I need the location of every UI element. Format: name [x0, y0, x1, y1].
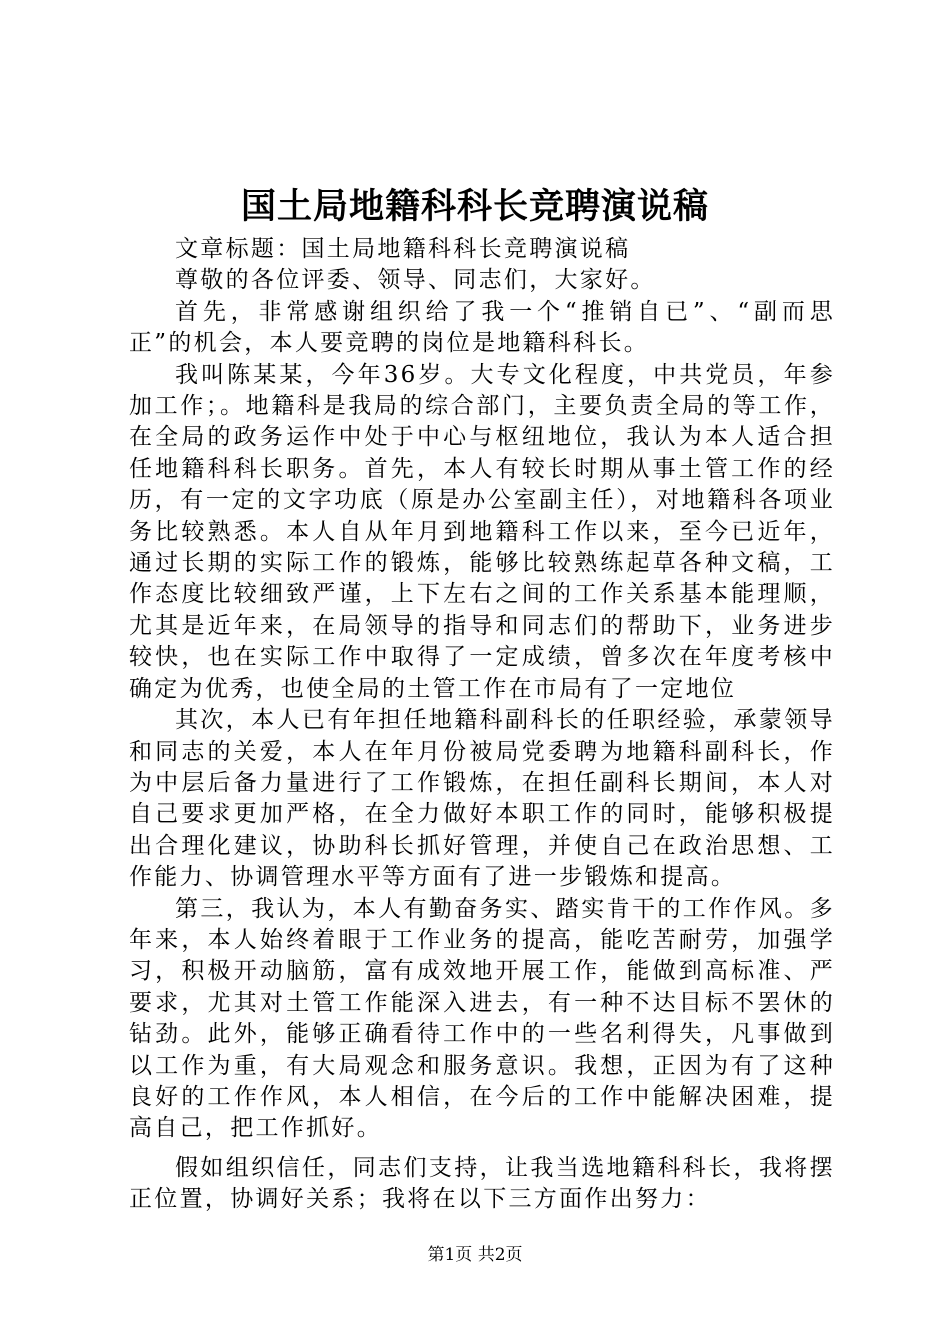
document-body — [129, 234, 835, 1216]
paragraph-work-style: 第三，我认为，本人有勤奋务实、踏实肯干的工作作风。多年来，本人始终着眼于工作业务的提高，能吃苦耐劳，加强学习，积极开动脑筋，富有成效地开展工作，能做到高标准、严要求，尤其对土管工作能深入进去，有一种不达目标不罢休的钻劲。此外，能够正确看待工作中的一些名利得失，凡事做到以工作为重，有大局观念和服务意识。我想，正因为有了这种良好的工作作风，本人相信，在今后的工作中能解决困难，提高自己，把工作抓好。 — [129, 895, 835, 1142]
paragraph-experience: 其次，本人已有年担任地籍科副科长的任职经验，承蒙领导和同志的关爱，本人在年月份被局党委聘为地籍科副科长，作为中层后备力量进行了工作锻炼，在担任副科长期间，本人对自己要求更加严格，在全力做好本职工作的同时，能够积极提出合理化建议，协助科长抓好管理，并使自己在政治思想、工作能力、协调管理水平等方面有了进一步锻炼和提高。 — [129, 707, 835, 891]
page-number: 第1页 共2页 — [427, 1245, 523, 1265]
paragraph-commitment: 假如组织信任，同志们支持，让我当选地籍科科长，我将摆正位置，协调好关系；我将在以下三方面作出努力： — [129, 1154, 835, 1213]
paragraph-opening: 首先，非常感谢组织给了我一个“推销自已”、“副而思正”的机会，本人要竞聘的岗位是地籍科科长。 — [129, 298, 835, 357]
document-title: 国土局地籍科科长竞聘演说稿 — [240, 187, 709, 227]
paragraph-self-introduction: 我叫陈某某，今年36岁。大专文化程度，中共党员，年参加工作；。地籍科是我局的综合部门，主要负责全局的等工作，在全局的政务运作中处于中心与枢纽地位，我认为本人适合担任地籍科科长职务。首先，本人有较长时期从事土管工作的经历，有一定的文字功底（原是办公室副主任），对地籍科各项业务比较熟悉。本人自从年月到地籍科工作以来，至今已近年，通过长期的实际工作的锻炼，能够比较熟练起草各种文稿，工作态度比较细致严谨，上下左右之间的工作关系基本能理顺，尤其是近年来，在局领导的指导和同志们的帮助下，业务进步较快，也在实际工作中取得了一定成绩，曾多次在年度考核中确定为优秀，也使全局的土管工作在市局有了一定地位 — [129, 361, 835, 702]
paragraph-article-title: 文章标题：国土局地籍科科长竞聘演说稿 — [175, 236, 631, 262]
paragraph-greeting: 尊敬的各位评委、领导、同志们，大家好。 — [175, 267, 656, 294]
